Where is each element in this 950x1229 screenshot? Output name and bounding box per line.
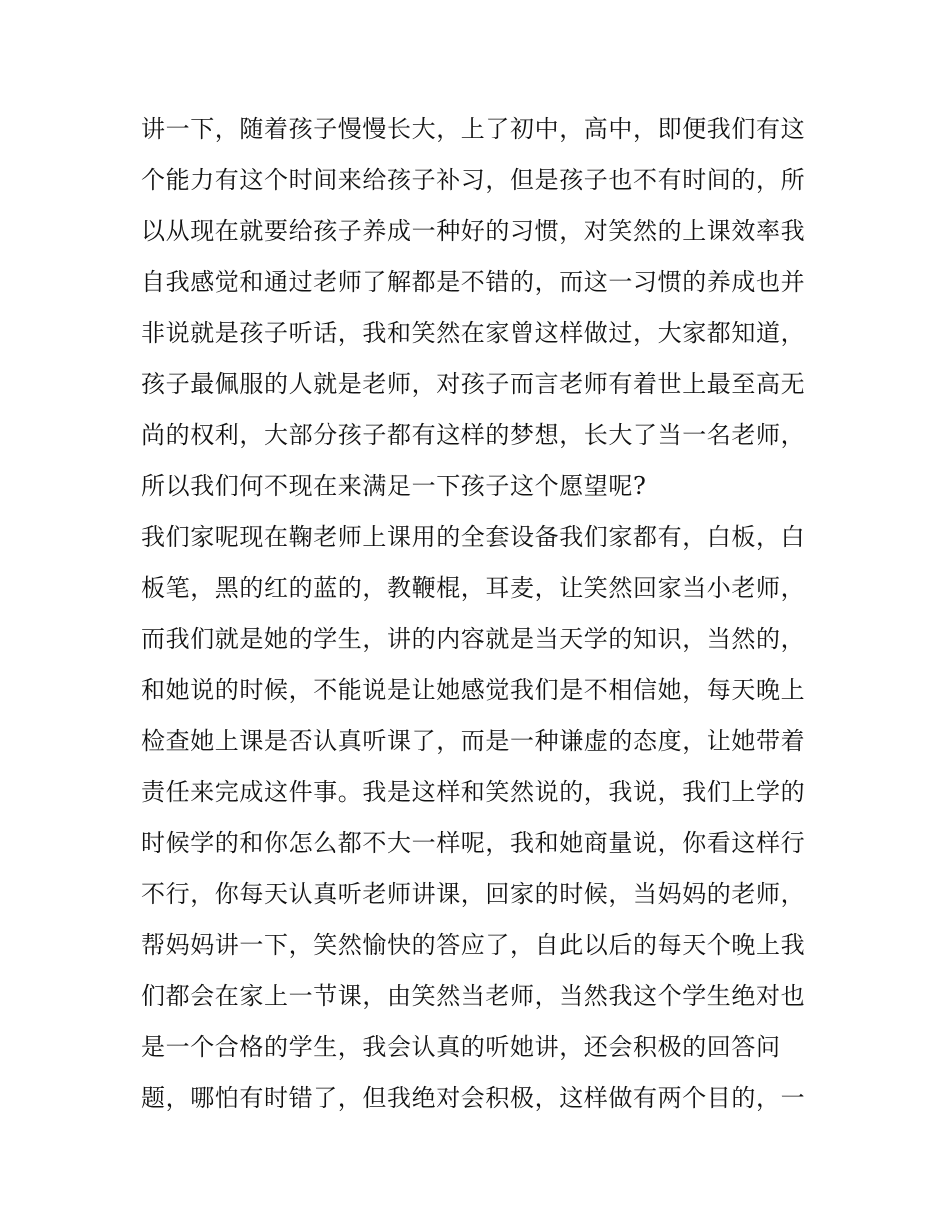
text-line: 个能力有这个时间来给孩子补习，但是孩子也不有时间的，所	[141, 166, 806, 194]
text-line: 不行，你每天认真听老师讲课，回家的时候，当妈妈的老师，	[141, 880, 806, 908]
text-line: 以从现在就要给孩子养成一种好的习惯，对笑然的上课效率我	[141, 217, 806, 245]
text-line: 非说就是孩子听话，我和笑然在家曾这样做过，大家都知道，	[141, 319, 806, 347]
text-line: 时候学的和你怎么都不大一样呢，我和她商量说，你看这样行	[141, 829, 806, 857]
text-line: 我们家呢现在鞠老师上课用的全套设备我们家都有，白板，白	[141, 523, 806, 551]
text-line: 而我们就是她的学生，讲的内容就是当天学的知识，当然的，	[141, 625, 806, 653]
text-line: 尚的权利，大部分孩子都有这样的梦想，长大了当一名老师，	[141, 421, 806, 449]
text-line: 检查她上课是否认真听课了，而是一种谦虚的态度，让她带着	[141, 727, 806, 755]
text-line: 所以我们何不现在来满足一下孩子这个愿望呢?	[141, 472, 647, 500]
text-line: 讲一下，随着孩子慢慢长大，上了初中，高中，即便我们有这	[141, 115, 806, 143]
text-line: 们都会在家上一节课，由笑然当老师，当然我这个学生绝对也	[141, 982, 806, 1010]
text-line: 和她说的时候，不能说是让她感觉我们是不相信她，每天晚上	[141, 676, 806, 704]
body-text	[141, 104, 821, 1124]
text-line: 责任来完成这件事。我是这样和笑然说的，我说，我们上学的	[141, 778, 806, 806]
text-line: 是一个合格的学生，我会认真的听她讲，还会积极的回答问	[141, 1033, 781, 1061]
text-line: 题，哪怕有时错了，但我绝对会积极，这样做有两个目的，一	[141, 1084, 806, 1112]
text-line: 板笔，黑的红的蓝的，教鞭棍，耳麦，让笑然回家当小老师，	[141, 574, 806, 602]
text-line: 帮妈妈讲一下，笑然愉快的答应了，自此以后的每天个晚上我	[141, 931, 806, 959]
text-line: 孩子最佩服的人就是老师，对孩子而言老师有着世上最至高无	[141, 370, 806, 398]
text-line: 自我感觉和通过老师了解都是不错的，而这一习惯的养成也并	[141, 268, 806, 296]
